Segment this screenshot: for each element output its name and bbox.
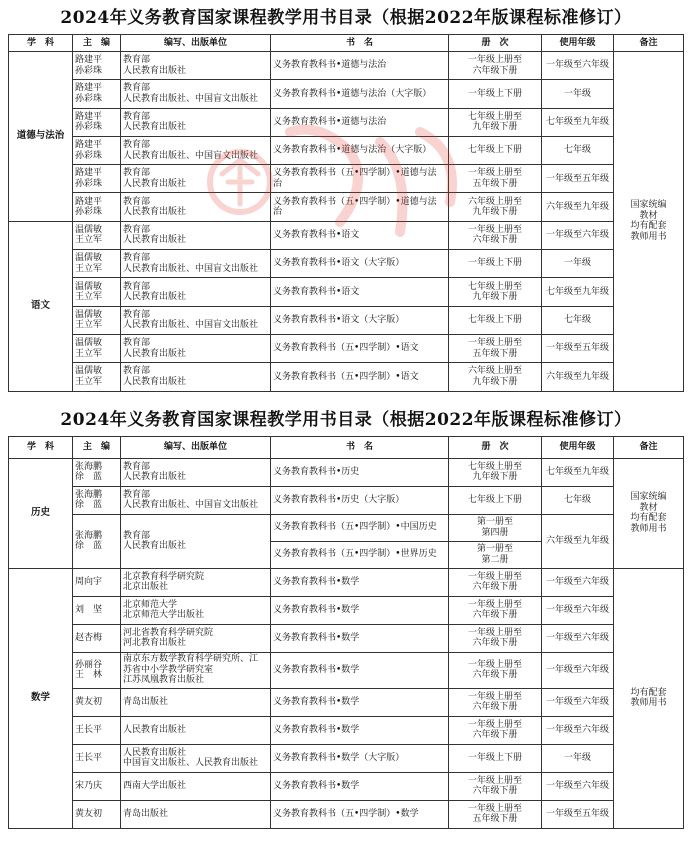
table-row [9,52,684,80]
volume-cell: 一年级上册至 六年级下册 [449,221,542,249]
volume-cell: 一年级上下册 [449,744,542,772]
table-row [9,165,684,193]
volume-cell: 一年级上册至 六年级下册 [449,568,542,596]
table-row [9,716,684,744]
book-title-cell: 义务教育教科书•数学（大字版） [271,744,449,772]
publisher-cell: 教育部 人民教育出版社 [121,221,271,249]
table-row [9,688,684,716]
grade-cell: 六年级至九年级 [542,193,614,221]
grade-cell: 七年级 [542,486,614,514]
volume-cell: 一年级上册至 五年级下册 [449,334,542,362]
table-row [9,250,684,278]
editor-cell: 温儒敏 王立军 [73,278,121,306]
book-title-cell: 义务教育教科书•历史 [271,458,449,486]
editor-cell: 孙丽谷 王 林 [73,652,121,688]
table-row [9,80,684,108]
editor-cell: 温儒敏 王立军 [73,363,121,391]
publisher-cell: 北京教育科学研究院 北京出版社 [121,568,271,596]
table-row [9,334,684,362]
volume-cell: 一年级上册至 五年级下册 [449,800,542,828]
publisher-cell: 人民教育出版社 中国盲文出版社、人民教育出版社 [121,744,271,772]
book-title-cell: 义务教育教科书•数学 [271,652,449,688]
header-row [9,436,684,458]
editor-cell: 黄友初 [73,688,121,716]
subject-cell: 数学 [9,568,73,828]
editor-cell: 温儒敏 王立军 [73,221,121,249]
header-book-title: 书 名 [271,436,449,458]
table-row [9,136,684,164]
header-grade: 使用年级 [542,35,614,52]
book-title-cell: 义务教育教科书（五•四学制）•中国历史 [271,514,449,541]
publisher-cell: 西南大学出版社 [121,772,271,800]
header-subject: 学 科 [9,436,73,458]
volume-cell: 七年级上下册 [449,486,542,514]
grade-cell: 一年级至六年级 [542,568,614,596]
book-title-cell: 义务教育教科书（五•四学制）•世界历史 [271,541,449,568]
table-row [9,306,684,334]
publisher-cell: 教育部 人民教育出版社 [121,363,271,391]
header-note: 备注 [614,436,684,458]
book-title-cell: 义务教育教科书•数学 [271,772,449,800]
subject-cell: 道德与法治 [9,52,73,222]
book-title-cell: 义务教育教科书（五•四学制）•道德与法 治 [271,193,449,221]
table-row [9,800,684,828]
book-title-cell: 义务教育教科书•道德与法治（大字版） [271,80,449,108]
publisher-cell: 青岛出版社 [121,688,271,716]
grade-cell: 一年级至五年级 [542,334,614,362]
editor-cell: 赵杏梅 [73,624,121,652]
publisher-cell: 教育部 人民教育出版社、中国盲文出版社 [121,306,271,334]
publisher-cell: 教育部 人民教育出版社、中国盲文出版社 [121,250,271,278]
editor-cell: 温儒敏 王立军 [73,250,121,278]
table-row [9,772,684,800]
header-editor: 主 编 [73,35,121,52]
grade-cell: 一年级至六年级 [542,624,614,652]
table-row [9,278,684,306]
editor-cell: 刘 坚 [73,596,121,624]
grade-cell: 一年级至六年级 [542,688,614,716]
header-note: 备注 [614,35,684,52]
volume-cell: 一年级上下册 [449,80,542,108]
book-title-cell: 义务教育教科书•数学 [271,568,449,596]
volume-cell: 一年级上册至 六年级下册 [449,652,542,688]
header-subject: 学 科 [9,35,73,52]
volume-cell: 七年级上下册 [449,136,542,164]
book-title-cell: 义务教育教科书•数学 [271,688,449,716]
book-title-cell: 义务教育教科书（五•四学制）•语文 [271,334,449,362]
book-title-cell: 义务教育教科书•道德与法治 [271,108,449,136]
editor-cell: 路建平 孙彩珠 [73,136,121,164]
volume-cell: 一年级上下册 [449,250,542,278]
publisher-cell: 教育部 人民教育出版社、中国盲文出版社 [121,80,271,108]
editor-cell: 宋乃庆 [73,772,121,800]
grade-cell: 一年级至六年级 [542,716,614,744]
book-title-cell: 义务教育教科书•数学 [271,716,449,744]
book-title-cell: 义务教育教科书•道德与法治（大字版） [271,136,449,164]
volume-cell: 七年级上册至 九年级下册 [449,108,542,136]
table-row [9,458,684,486]
table-row [9,568,684,596]
publisher-cell: 青岛出版社 [121,800,271,828]
book-title-cell: 义务教育教科书（五•四学制）•数学 [271,800,449,828]
grade-cell: 一年级至五年级 [542,165,614,193]
table-row [9,514,684,541]
book-title-cell: 义务教育教科书•历史（大字版） [271,486,449,514]
volume-cell: 六年级上册至 九年级下册 [449,193,542,221]
grade-cell: 一年级至五年级 [542,800,614,828]
editor-cell: 黄友初 [73,800,121,828]
book-title-cell: 义务教育教科书•数学 [271,624,449,652]
publisher-cell: 教育部 人民教育出版社、中国盲文出版社 [121,136,271,164]
grade-cell: 一年级 [542,80,614,108]
editor-cell: 温儒敏 王立军 [73,334,121,362]
editor-cell: 路建平 孙彩珠 [73,80,121,108]
volume-cell: 一年级上册至 五年级下册 [449,165,542,193]
grade-cell: 六年级至九年级 [542,514,614,568]
volume-cell: 第一册至 第四册 [449,514,542,541]
editor-cell: 路建平 孙彩珠 [73,108,121,136]
grade-cell: 七年级至九年级 [542,108,614,136]
publisher-cell: 教育部 人民教育出版社 [121,458,271,486]
grade-cell: 一年级至六年级 [542,52,614,80]
publisher-cell: 南京东方数学教育科学研究所、江 苏省中小学教学研究室 江苏凤凰教育出版社 [121,652,271,688]
book-title-cell: 义务教育教科书•语文 [271,221,449,249]
grade-cell: 七年级至九年级 [542,278,614,306]
publisher-cell: 教育部 人民教育出版社 [121,278,271,306]
table-row [9,108,684,136]
book-title-cell: 义务教育教科书•数学 [271,596,449,624]
editor-cell: 路建平 孙彩珠 [73,193,121,221]
editor-cell: 路建平 孙彩珠 [73,52,121,80]
volume-cell: 第一册至 第二册 [449,541,542,568]
note-cell: 国家统编 教材 均有配套 教师用书 [614,52,684,392]
table-row [9,221,684,249]
table-row [9,486,684,514]
publisher-cell: 教育部 人民教育出版社 [121,108,271,136]
book-title-cell: 义务教育教科书•语文 [271,278,449,306]
editor-cell: 张海鹏 徐 蓝 [73,486,121,514]
header-grade: 使用年级 [542,436,614,458]
editor-cell: 周向宇 [73,568,121,596]
grade-cell: 七年级 [542,136,614,164]
header-row [9,35,684,52]
header-publisher: 编写、出版单位 [121,35,271,52]
volume-cell: 六年级上册至 九年级下册 [449,363,542,391]
book-title-cell: 义务教育教科书（五•四学制）•道德与法 治 [271,165,449,193]
header-publisher: 编写、出版单位 [121,436,271,458]
header-volume: 册 次 [449,436,542,458]
page-title-1: 2024年义务教育国家课程教学用书目录（根据2022年版课程标准修订） [60,8,632,28]
volume-cell: 七年级上册至 九年级下册 [449,278,542,306]
note-cell: 国家统编 教材 均有配套 教师用书 [614,458,684,568]
publisher-cell: 北京师范大学 北京师范大学出版社 [121,596,271,624]
table-row [9,363,684,391]
table-row [9,652,684,688]
table-row [9,193,684,221]
editor-cell: 温儒敏 王立军 [73,306,121,334]
volume-cell: 一年级上册至 六年级下册 [449,624,542,652]
publisher-cell: 教育部 人民教育出版社 [121,514,271,568]
publisher-cell: 教育部 人民教育出版社、中国盲文出版社 [121,486,271,514]
catalog-table-2 [8,436,684,829]
grade-cell: 一年级 [542,250,614,278]
grade-cell: 一年级 [542,744,614,772]
grade-cell: 一年级至六年级 [542,652,614,688]
book-title-cell: 义务教育教科书（五•四学制）•语文 [271,363,449,391]
note-cell: 均有配套 教师用书 [614,568,684,828]
publisher-cell: 人民教育出版社 [121,716,271,744]
catalog-table-1 [8,34,684,392]
volume-cell: 一年级上册至 六年级下册 [449,716,542,744]
table-row [9,744,684,772]
book-title-cell: 义务教育教科书•语文（大字版） [271,250,449,278]
book-title-cell: 义务教育教科书•语文（大字版） [271,306,449,334]
grade-cell: 七年级至九年级 [542,458,614,486]
volume-cell: 七年级上册至 九年级下册 [449,458,542,486]
header-editor: 主 编 [73,436,121,458]
publisher-cell: 教育部 人民教育出版社 [121,334,271,362]
publisher-cell: 教育部 人民教育出版社 [121,165,271,193]
subject-cell: 语文 [9,221,73,391]
header-volume: 册 次 [449,35,542,52]
header-book-title: 书 名 [271,35,449,52]
publisher-cell: 河北省教育科学研究院 河北教育出版社 [121,624,271,652]
editor-cell: 王长平 [73,744,121,772]
editor-cell: 张海鹏 徐 蓝 [73,514,121,568]
table-row [9,624,684,652]
publisher-cell: 教育部 人民教育出版社 [121,193,271,221]
volume-cell: 一年级上册至 六年级下册 [449,688,542,716]
grade-cell: 一年级至六年级 [542,221,614,249]
page-title-2: 2024年义务教育国家课程教学用书目录（根据2022年版课程标准修订） [60,409,632,430]
volume-cell: 一年级上册至 六年级下册 [449,596,542,624]
volume-cell: 一年级上册至 六年级下册 [449,772,542,800]
table-row [9,596,684,624]
volume-cell: 七年级上下册 [449,306,542,334]
grade-cell: 六年级至九年级 [542,363,614,391]
publisher-cell: 教育部 人民教育出版社 [121,52,271,80]
editor-cell: 王长平 [73,716,121,744]
editor-cell: 张海鹏 徐 蓝 [73,458,121,486]
grade-cell: 一年级至六年级 [542,772,614,800]
book-title-cell: 义务教育教科书•道德与法治 [271,52,449,80]
subject-cell: 历史 [9,458,73,568]
grade-cell: 一年级至六年级 [542,596,614,624]
grade-cell: 七年级 [542,306,614,334]
editor-cell: 路建平 孙彩珠 [73,165,121,193]
volume-cell: 一年级上册至 六年级下册 [449,52,542,80]
